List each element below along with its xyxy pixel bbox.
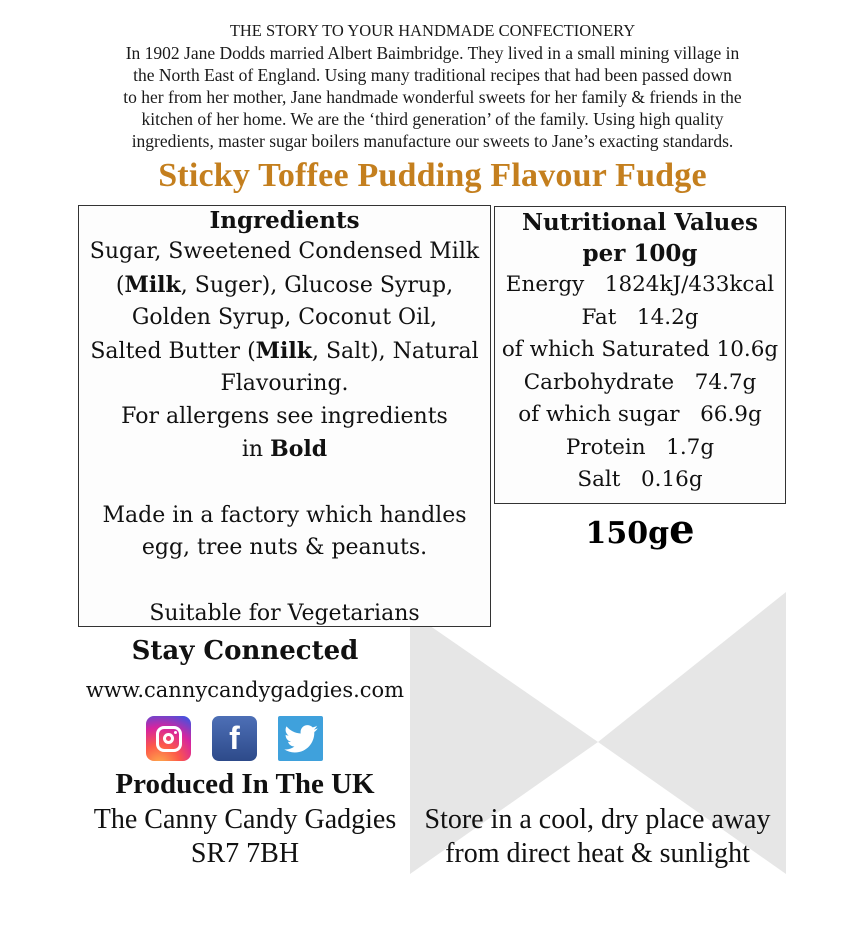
ingredients-heading: Ingredients xyxy=(209,207,360,234)
story-line: ingredients, master sugar boilers manufacture our sweets to Jane’s exacting standards. xyxy=(131,131,734,151)
origin-heading: Produced In The UK xyxy=(115,768,375,800)
estimated-mark: e xyxy=(669,506,695,553)
factory-note: egg, tree nuts & peanuts. xyxy=(141,535,428,560)
stay-connected-heading: Stay Connected xyxy=(131,636,359,666)
vegetarian-note: Suitable for Vegetarians xyxy=(149,600,420,626)
story-line: kitchen of her home. We are the ‘third generation’ of the family. Using high quality xyxy=(141,109,724,129)
social-icons xyxy=(146,716,336,764)
story-line: In 1902 Jane Dodds married Albert Baimbridge. They lived in a small mining village in xyxy=(125,43,740,63)
storage-line: from direct heat & sunlight xyxy=(445,838,750,869)
ingredients-line: Golden Syrup, Coconut Oil, xyxy=(131,305,438,330)
nutrition-row-saturates: of which Saturated 10.6g xyxy=(501,337,779,362)
nutrition-subheading: per 100g xyxy=(582,240,698,267)
nutrition-panel xyxy=(494,206,786,504)
company-address xyxy=(70,803,420,871)
postcode: SR7 7BH xyxy=(190,838,300,869)
ingredients-line: Salted Butter (Milk, Salt), Natural xyxy=(90,337,479,364)
net-weight: 150ge xyxy=(585,506,695,553)
ingredients-line: (Milk, Suger), Glucose Syrup, xyxy=(115,271,454,298)
story-line: to her from her mother, Jane handmade wonderful sweets for her family & friends in the xyxy=(123,87,742,107)
story-line: the North East of England. Using many traditional recipes that had been passed down xyxy=(133,65,732,85)
nutrition-row-carbohydrate: Carbohydrate 74.7g xyxy=(523,369,757,395)
ingredients-panel xyxy=(78,205,491,627)
facebook-icon[interactable]: f xyxy=(212,716,257,761)
allergen-note: For allergens see ingredients xyxy=(121,403,448,429)
storage-line: Store in a cool, dry place away xyxy=(424,804,771,835)
brand-story xyxy=(70,20,795,152)
website-link[interactable]: www.cannycandygadgies.com xyxy=(85,678,405,702)
allergen-milk: Milk xyxy=(124,271,181,298)
storage-instructions xyxy=(405,803,790,871)
nutrition-row-energy: Energy 1824kJ/433kcal xyxy=(505,272,775,297)
nutrition-row-sugar: of which sugar 66.9g xyxy=(518,402,762,427)
nutrition-row-protein: Protein 1.7g xyxy=(565,434,715,460)
nutrition-heading: Nutritional Values xyxy=(522,209,758,236)
instagram-icon[interactable] xyxy=(146,716,191,761)
product-title: Sticky Toffee Pudding Flavour Fudge xyxy=(158,157,707,194)
nutrition-row-salt: Salt 0.16g xyxy=(577,467,703,492)
story-title: THE STORY TO YOUR HANDMADE CONFECTIONERY xyxy=(229,21,636,40)
twitter-icon[interactable] xyxy=(278,716,323,761)
ingredients-line: Flavouring. xyxy=(220,371,349,396)
allergen-milk: Milk xyxy=(255,337,312,364)
company-name: The Canny Candy Gadgies xyxy=(93,804,397,835)
factory-note: Made in a factory which handles xyxy=(102,502,467,528)
ingredients-line: Sugar, Sweetened Condensed Milk xyxy=(89,239,480,264)
allergen-note: in Bold xyxy=(241,436,328,462)
nutrition-row-fat: Fat 14.2g xyxy=(581,304,699,330)
